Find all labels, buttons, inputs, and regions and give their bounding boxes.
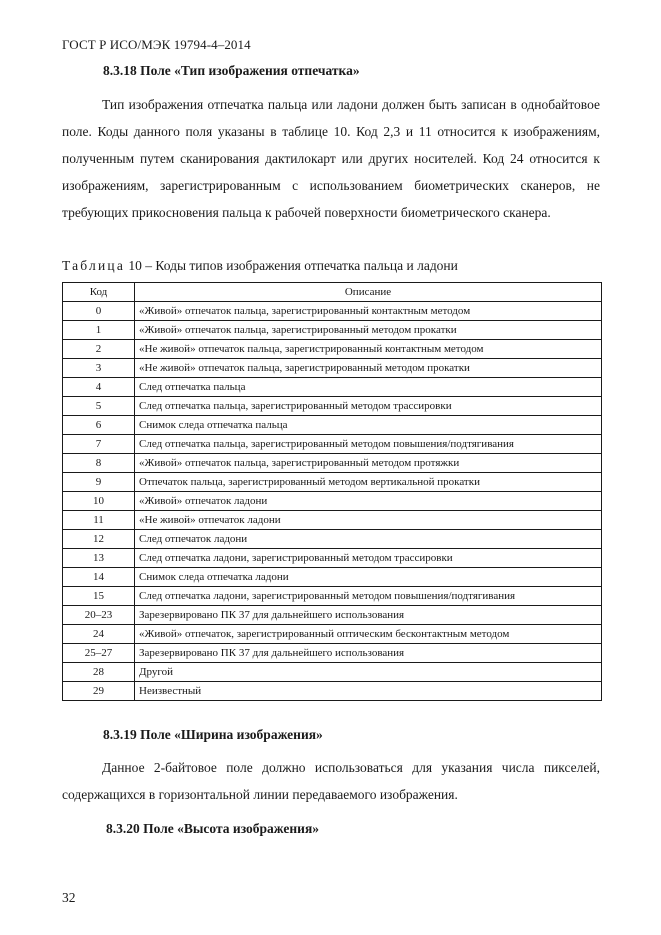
cell-description: Снимок следа отпечатка пальца	[135, 416, 602, 435]
table-body	[63, 302, 602, 701]
cell-description: След отпечаток ладони	[135, 530, 602, 549]
table-row	[63, 530, 602, 549]
cell-code: 8	[63, 454, 135, 473]
cell-code: 14	[63, 568, 135, 587]
cell-description: Отпечаток пальца, зарегистрированный методом вертикальной прокатки	[135, 473, 602, 492]
cell-description: Другой	[135, 663, 602, 682]
cell-code: 28	[63, 663, 135, 682]
cell-description: «Живой» отпечаток пальца, зарегистрированный методом протяжки	[135, 454, 602, 473]
cell-code: 9	[63, 473, 135, 492]
table-row	[63, 663, 602, 682]
table-row	[63, 416, 602, 435]
table-row	[63, 397, 602, 416]
cell-code: 4	[63, 378, 135, 397]
cell-description: Зарезервировано ПК 37 для дальнейшего использования	[135, 606, 602, 625]
cell-code: 20–23	[63, 606, 135, 625]
table-caption	[62, 258, 458, 274]
column-header-description: Описание	[135, 283, 602, 302]
cell-description: Зарезервировано ПК 37 для дальнейшего использования	[135, 644, 602, 663]
cell-code: 15	[63, 587, 135, 606]
cell-code: 7	[63, 435, 135, 454]
running-header: ГОСТ Р ИСО/МЭК 19794-4–2014	[62, 37, 251, 52]
codes-table	[62, 282, 602, 701]
cell-code: 2	[63, 340, 135, 359]
cell-description: «Не живой» отпечаток пальца, зарегистрированный методом прокатки	[135, 359, 602, 378]
cell-description: След отпечатка пальца, зарегистрированный методом повышения/подтягивания	[135, 435, 602, 454]
table-row	[63, 302, 602, 321]
table-row	[63, 606, 602, 625]
table-row	[63, 321, 602, 340]
cell-description: Неизвестный	[135, 682, 602, 701]
column-header-code: Код	[63, 283, 135, 302]
table-row	[63, 473, 602, 492]
cell-description: След отпечатка пальца	[135, 378, 602, 397]
cell-code: 24	[63, 625, 135, 644]
table-row	[63, 435, 602, 454]
section-paragraph-8-3-19: Данное 2-байтовое поле должно использоваться для указания числа пикселей, содержащихся в горизонтальной линии передаваемого изображения.	[62, 760, 600, 802]
table-row	[63, 340, 602, 359]
cell-code: 25–27	[63, 644, 135, 663]
section-heading-8-3-18: 8.3.18 Поле «Тип изображения отпечатка»	[103, 63, 360, 78]
table-row	[63, 454, 602, 473]
cell-code: 12	[63, 530, 135, 549]
cell-code: 10	[63, 492, 135, 511]
cell-description: «Живой» отпечаток пальца, зарегистрированный контактным методом	[135, 302, 602, 321]
cell-code: 1	[63, 321, 135, 340]
table-row	[63, 682, 602, 701]
table-caption-text: 10 – Коды типов изображения отпечатка пальца и ладони	[128, 258, 458, 273]
cell-description: «Живой» отпечаток пальца, зарегистрированный методом прокатки	[135, 321, 602, 340]
cell-description: «Живой» отпечаток ладони	[135, 492, 602, 511]
cell-code: 5	[63, 397, 135, 416]
cell-code: 6	[63, 416, 135, 435]
cell-description: «Живой» отпечаток, зарегистрированный оптическим бесконтактным методом	[135, 625, 602, 644]
table-row	[63, 549, 602, 568]
table-header-row	[63, 283, 602, 302]
table-row	[63, 644, 602, 663]
cell-description: «Не живой» отпечаток пальца, зарегистрированный контактным методом	[135, 340, 602, 359]
table-row	[63, 492, 602, 511]
section-heading-8-3-19: 8.3.19 Поле «Ширина изображения»	[103, 727, 323, 742]
table-caption-label: Таблица	[62, 258, 126, 273]
section-heading-8-3-20: 8.3.20 Поле «Высота изображения»	[106, 821, 320, 836]
table-row	[63, 378, 602, 397]
cell-description: След отпечатка ладони, зарегистрированный методом повышения/подтягивания	[135, 587, 602, 606]
cell-code: 0	[63, 302, 135, 321]
table-row	[63, 511, 602, 530]
cell-code: 11	[63, 511, 135, 530]
cell-description: След отпечатка пальца, зарегистрированный методом трассировки	[135, 397, 602, 416]
table-row	[63, 587, 602, 606]
table-row	[63, 359, 602, 378]
cell-description: Снимок следа отпечатка ладони	[135, 568, 602, 587]
cell-code: 29	[63, 682, 135, 701]
cell-description: След отпечатка ладони, зарегистрированный методом трассировки	[135, 549, 602, 568]
table-row	[63, 625, 602, 644]
cell-description: «Не живой» отпечаток ладони	[135, 511, 602, 530]
section-paragraph-8-3-18: Тип изображения отпечатка пальца или ладони должен быть записан в однобайтовое поле. Коды данного поля указаны в таблице 10. Код 2,3 и 11 относится к изображениям, полученным путем сканирования дактилокарт или других носителей. Код 24 относится к изображениям, зарегистрированным с использованием биометрических сканеров, не требующих прикосновения пальца к рабочей поверхности биометрического сканера.	[62, 97, 600, 220]
page-number: 32	[62, 890, 76, 905]
table-row	[63, 568, 602, 587]
cell-code: 13	[63, 549, 135, 568]
cell-code: 3	[63, 359, 135, 378]
